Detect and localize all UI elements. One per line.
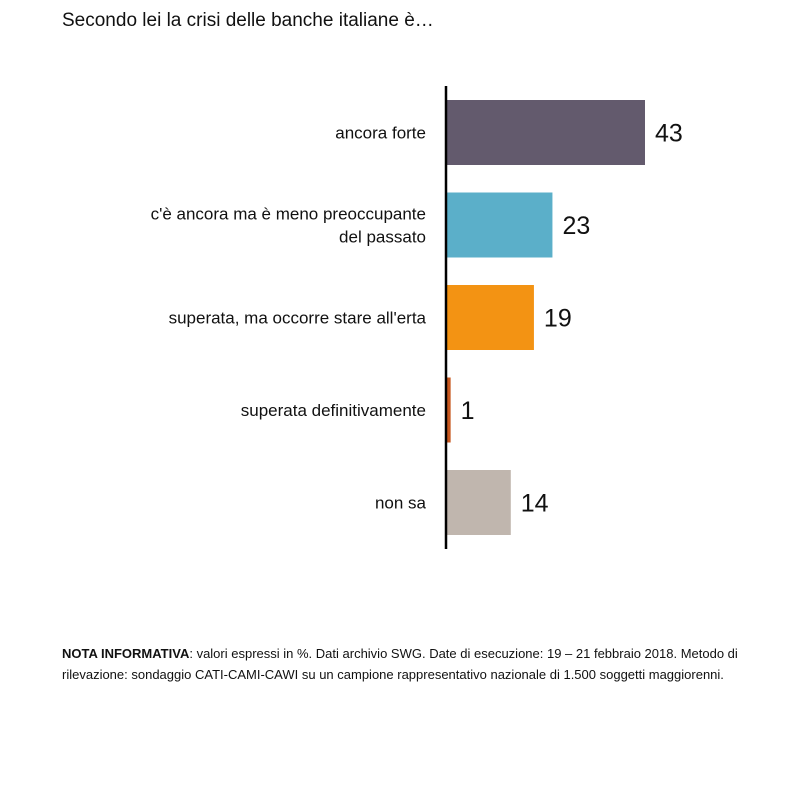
category-label-2-0: superata, ma occorre stare all'erta xyxy=(168,308,426,328)
bar-1 xyxy=(446,193,552,258)
category-label-4-0: non sa xyxy=(374,493,426,513)
category-label-3-0: superata definitivamente xyxy=(240,401,426,420)
category-label-1-1: del passato xyxy=(339,227,426,247)
value-label-1: 23 xyxy=(562,212,591,240)
category-labels xyxy=(151,124,427,513)
note-text: : valori espressi in %. Dati archivio SWG. Date di esecuzione: 19 – 21 febbraio 2018. Metodo di rilevazione: sondaggio CATI-CAMI-CAWI su un campione rappresentativo nazionale di 1.500 soggetti maggiorenni. xyxy=(62,646,738,682)
chart-title: Secondo lei la crisi delle banche italiane è… xyxy=(62,10,434,31)
value-label-3: 1 xyxy=(460,397,475,425)
bar-0 xyxy=(446,100,645,165)
category-label-1-0: c'è ancora ma è meno preoccupante xyxy=(150,204,426,224)
value-label-0: 43 xyxy=(655,119,683,148)
bar-4 xyxy=(446,470,511,535)
category-label-0-0: ancora forte xyxy=(335,123,426,143)
note-label: NOTA INFORMATIVA xyxy=(62,646,190,661)
informative-note xyxy=(62,643,762,685)
bar-2 xyxy=(446,285,534,350)
value-label-4: 14 xyxy=(520,489,549,518)
value-label-2: 19 xyxy=(543,304,572,333)
